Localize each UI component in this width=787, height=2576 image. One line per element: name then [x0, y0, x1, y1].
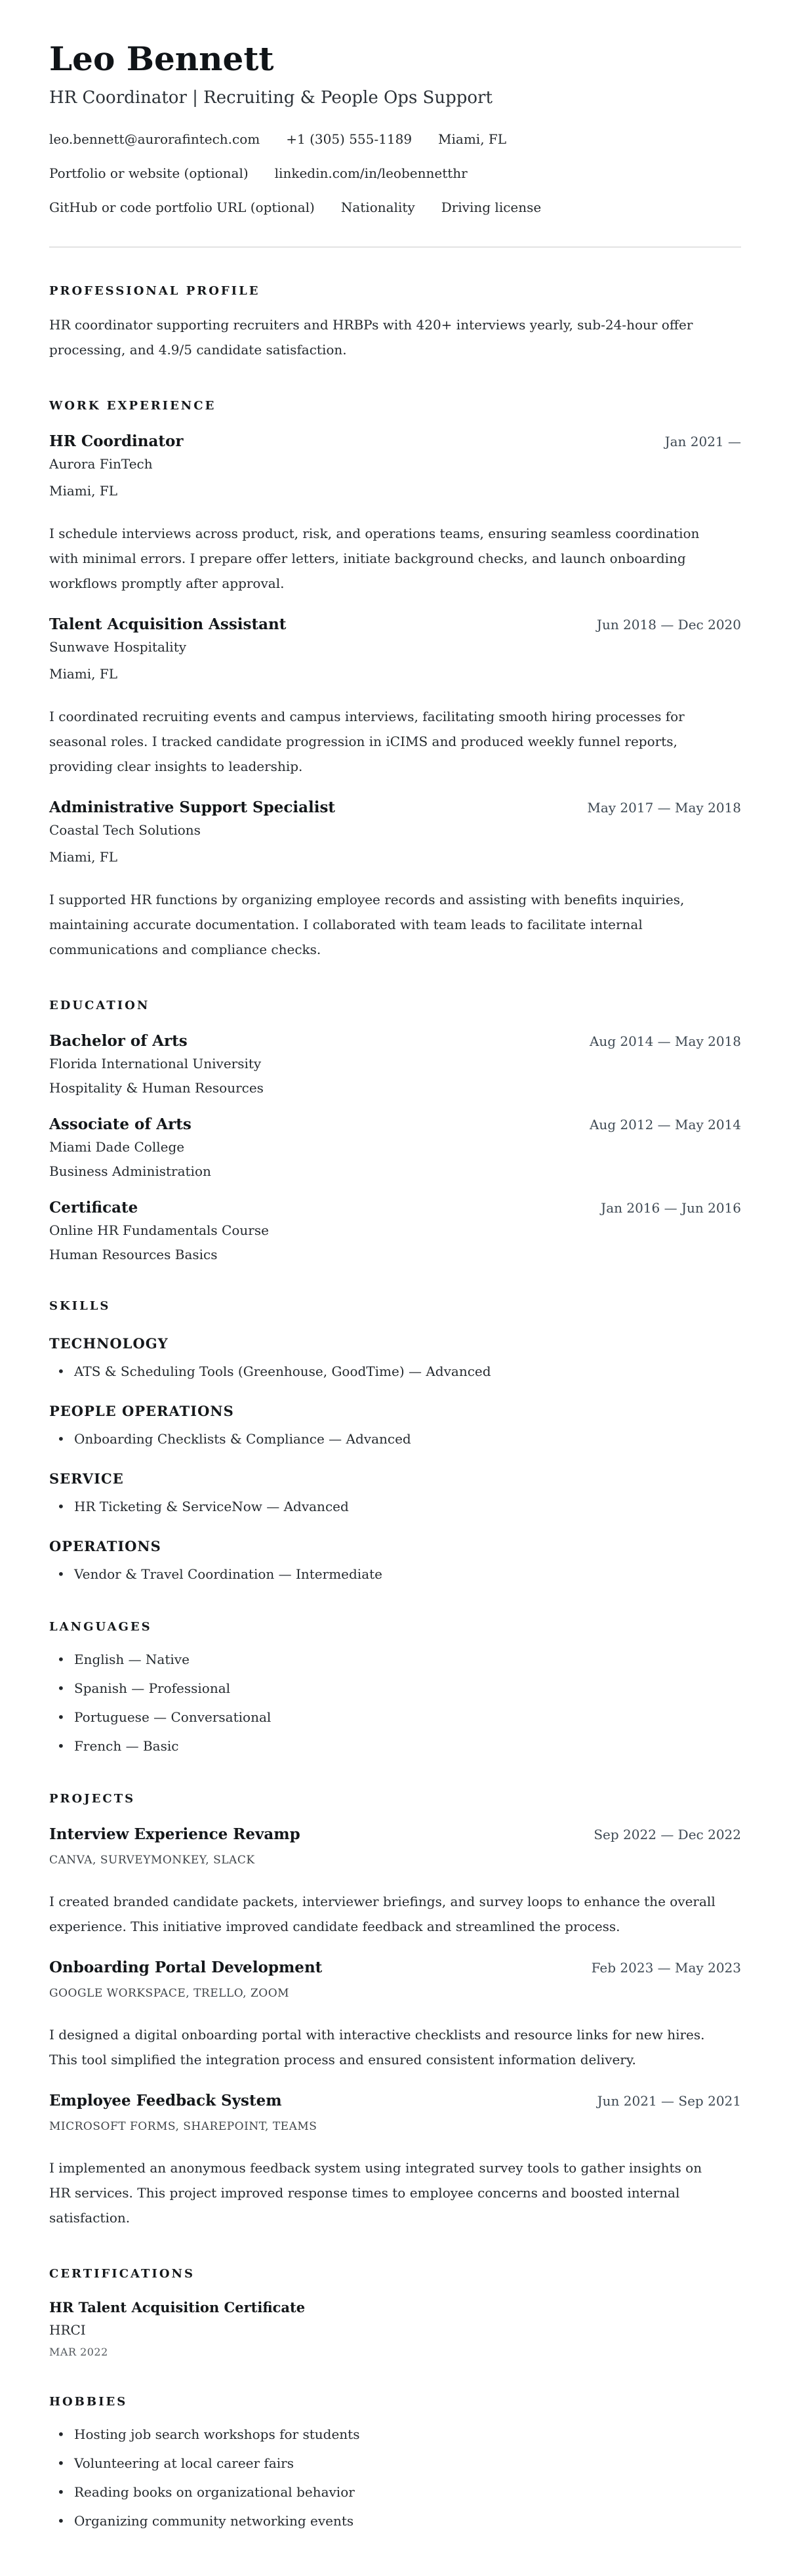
skill-list — [49, 1498, 741, 1516]
section-heading-professional-profile: PROFESSIONAL PROFILE — [49, 284, 260, 298]
profile-summary: HR coordinator supporting recruiters and HRBPs with 420+ interviews yearly, sub-24-hour offer processing, and 4.9/5 candidate satisfaction. — [49, 317, 693, 358]
skill-group-name: SERVICE — [49, 1470, 124, 1487]
job-company: Sunwave Hospitality — [49, 639, 187, 655]
job-entry — [49, 432, 741, 596]
contact-phone: +1 (305) 555-1189 — [286, 131, 413, 147]
project-title-row — [49, 1825, 741, 1843]
education-degree: Certificate — [49, 1199, 138, 1216]
job-location: Miami, FL — [49, 666, 118, 682]
section-heading-projects: PROJECTS — [49, 1792, 136, 1806]
project-entry — [49, 1825, 741, 1939]
skill-item: • ATS & Scheduling Tools (Greenhouse, GoodTime) — Advanced — [49, 1363, 741, 1381]
job-title: Talent Acquisition Assistant — [49, 615, 287, 633]
section-heading-education: EDUCATION — [49, 999, 150, 1012]
certification-entry — [49, 2299, 741, 2358]
education-school: Online HR Fundamentals Course — [49, 1222, 269, 1238]
contact-github-placeholder: GitHub or code portfolio URL (optional) — [49, 199, 315, 215]
certification-date: MAR 2022 — [49, 2346, 108, 2358]
section-heading-hobbies: HOBBIES — [49, 2395, 128, 2409]
contact-block — [49, 131, 741, 215]
section-projects — [49, 1792, 741, 2230]
hobby-item: • Volunteering at local career fairs — [49, 2455, 741, 2472]
section-professional-profile — [49, 284, 741, 362]
job-description: I coordinated recruiting events and campus interviews, facilitating smooth hiring processes for seasonal roles. I tracked candidate progression in iCIMS and produced weekly funnel reports, providing clear insights to leadership. — [49, 709, 685, 774]
hobby-item: • Organizing community networking events — [49, 2512, 741, 2530]
certification-issuer: HRCI — [49, 2322, 86, 2338]
education-field: Human Resources Basics — [49, 1247, 218, 1262]
job-title: Administrative Support Specialist — [49, 799, 336, 816]
project-stack: CANVA, SURVEYMONKEY, SLACK — [49, 1854, 255, 1867]
project-description: I implemented an anonymous feedback system using integrated survey tools to gather insights on HR services. This project improved response times to employee concerns and boosted internal satisfaction. — [49, 2160, 702, 2226]
project-dates: Sep 2022 — Dec 2022 — [594, 1827, 741, 1842]
language-item: • English — Native — [49, 1651, 741, 1669]
job-dates: Jan 2021 — — [664, 434, 741, 449]
contact-location: Miami, FL — [438, 131, 507, 147]
certification-name: HR Talent Acquisition Certificate — [49, 2299, 306, 2316]
job-location: Miami, FL — [49, 849, 118, 865]
job-title: HR Coordinator — [49, 432, 184, 450]
contact-linkedin: linkedin.com/in/leobennetthr — [274, 165, 468, 181]
contact-driving-license-placeholder: Driving license — [441, 199, 542, 215]
education-title-row — [49, 1115, 741, 1133]
project-dates: Feb 2023 — May 2023 — [591, 1960, 741, 1976]
skill-list — [49, 1363, 741, 1381]
resume-subtitle: HR Coordinator | Recruiting & People Ops Support — [49, 88, 493, 108]
education-dates: Aug 2012 — May 2014 — [589, 1117, 741, 1132]
section-languages — [49, 1620, 741, 1755]
education-entry — [49, 1115, 741, 1179]
education-entry — [49, 1199, 741, 1262]
language-list — [49, 1651, 741, 1755]
job-description: I supported HR functions by organizing employee records and assisting with benefits inquiries, maintaining accurate documentation. I collaborated with team leads to facilitate internal communications and compliance checks. — [49, 892, 685, 957]
contact-portfolio-placeholder: Portfolio or website (optional) — [49, 165, 249, 181]
section-heading-skills: SKILLS — [49, 1299, 111, 1313]
project-stack: MICROSOFT FORMS, SHAREPOINT, TEAMS — [49, 2120, 317, 2133]
education-field: Hospitality & Human Resources — [49, 1080, 264, 1096]
language-item: • Spanish — Professional — [49, 1680, 741, 1697]
project-title-row — [49, 1959, 741, 1976]
education-entry — [49, 1032, 741, 1096]
project-description: I created branded candidate packets, interviewer briefings, and survey loops to enhance the overall experience. This initiative improved candidate feedback and streamlined the process. — [49, 1894, 716, 1934]
contact-nationality-placeholder: Nationality — [340, 199, 415, 215]
language-item: • French — Basic — [49, 1737, 741, 1755]
hobby-list — [49, 2426, 741, 2530]
job-entry — [49, 615, 741, 779]
education-degree: Bachelor of Arts — [49, 1032, 188, 1050]
section-heading-work-experience: WORK EXPERIENCE — [49, 399, 216, 413]
contact-row-1 — [49, 131, 741, 147]
hobby-item: • Reading books on organizational behavior — [49, 2483, 741, 2501]
hobby-item: • Hosting job search workshops for students — [49, 2426, 741, 2443]
project-dates: Jun 2021 — Sep 2021 — [597, 2093, 741, 2109]
job-title-row — [49, 799, 741, 816]
skill-list — [49, 1430, 741, 1448]
skill-item: • Onboarding Checklists & Compliance — Advanced — [49, 1430, 741, 1448]
education-school: Miami Dade College — [49, 1139, 185, 1155]
education-degree: Associate of Arts — [49, 1115, 192, 1133]
project-description: I designed a digital onboarding portal with interactive checklists and resource links for new hires. This tool simplified the integration process and ensured consistent information delivery. — [49, 2027, 705, 2067]
job-entry — [49, 799, 741, 962]
section-heading-languages: LANGUAGES — [49, 1620, 152, 1634]
education-dates: Aug 2014 — May 2018 — [589, 1033, 741, 1049]
section-certifications — [49, 2267, 741, 2358]
contact-email: leo.bennett@aurorafintech.com — [49, 131, 260, 147]
job-description: I schedule interviews across product, risk, and operations teams, ensuring seamless coordination with minimal errors. I prepare offer letters, initiate background checks, and launch onboarding workflows promptly after approval. — [49, 526, 700, 591]
job-company: Aurora FinTech — [49, 456, 153, 472]
resume-header — [49, 41, 741, 247]
project-entry — [49, 2092, 741, 2230]
language-item: • Portuguese — Conversational — [49, 1709, 741, 1726]
education-title-row — [49, 1032, 741, 1050]
skill-group-name: OPERATIONS — [49, 1538, 161, 1554]
project-title-row — [49, 2092, 741, 2109]
job-location: Miami, FL — [49, 483, 118, 499]
skill-list — [49, 1566, 741, 1583]
skill-item: • HR Ticketing & ServiceNow — Advanced — [49, 1498, 741, 1516]
job-dates: May 2017 — May 2018 — [587, 800, 741, 816]
project-title: Interview Experience Revamp — [49, 1825, 300, 1843]
section-skills — [49, 1299, 741, 1583]
education-title-row — [49, 1199, 741, 1216]
skill-item: • Vendor & Travel Coordination — Intermediate — [49, 1566, 741, 1583]
resume-name: Leo Bennett — [49, 39, 274, 78]
project-entry — [49, 1959, 741, 2072]
skill-group-name: TECHNOLOGY — [49, 1335, 169, 1352]
section-education — [49, 999, 741, 1262]
job-dates: Jun 2018 — Dec 2020 — [596, 617, 741, 633]
project-stack: GOOGLE WORKSPACE, TRELLO, ZOOM — [49, 1987, 290, 2000]
project-title: Employee Feedback System — [49, 2092, 282, 2109]
section-hobbies — [49, 2395, 741, 2530]
education-dates: Jan 2016 — Jun 2016 — [601, 1200, 741, 1216]
project-title: Onboarding Portal Development — [49, 1959, 323, 1976]
skill-group-name: PEOPLE OPERATIONS — [49, 1403, 234, 1419]
job-title-row — [49, 615, 741, 633]
section-work-experience — [49, 399, 741, 962]
contact-row-3 — [49, 199, 741, 215]
job-company: Coastal Tech Solutions — [49, 822, 201, 838]
contact-row-2 — [49, 165, 741, 181]
job-title-row — [49, 432, 741, 450]
education-school: Florida International University — [49, 1056, 262, 1071]
education-field: Business Administration — [49, 1163, 211, 1179]
section-heading-certifications: CERTIFICATIONS — [49, 2267, 195, 2281]
